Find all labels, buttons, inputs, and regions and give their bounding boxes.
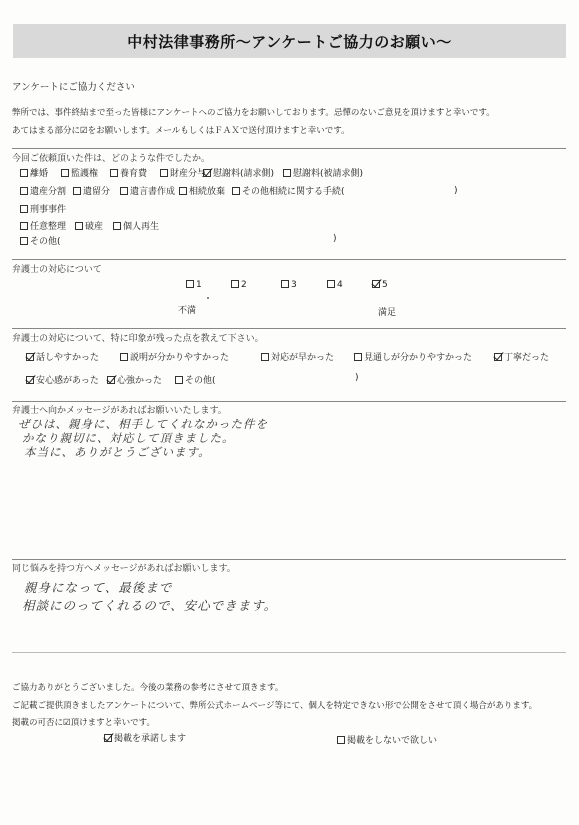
checkbox-option[interactable]: [327, 280, 343, 290]
checkbox[interactable]: [372, 280, 380, 288]
checkbox-option[interactable]: [372, 280, 388, 290]
checkbox[interactable]: [26, 353, 34, 361]
option-label: 慰謝料(被請求側): [293, 169, 364, 179]
rating-low-label: 不満: [178, 306, 197, 316]
checkbox[interactable]: [120, 187, 128, 195]
checkbox[interactable]: [110, 169, 118, 177]
option-label: 見通しが分かりやすかった: [364, 353, 473, 363]
case-type-question: 今回ご依頼頂いた件は、どのような件でしたか。: [12, 154, 211, 164]
checkbox[interactable]: [186, 280, 194, 288]
checkbox-option[interactable]: [281, 280, 297, 290]
checkbox[interactable]: [179, 187, 187, 195]
checkbox[interactable]: [20, 187, 28, 195]
footer-notice: ご記載ご提供頂きましたアンケートについて、弊所公式ホームページ等にて、個人を特定できない形で公開をさせて頂く場合があります。: [12, 701, 538, 711]
handwritten-line: かなり親切に、対応して頂きました。: [22, 431, 235, 445]
checkbox-option[interactable]: [107, 373, 162, 386]
checkbox[interactable]: [75, 222, 83, 230]
divider: [12, 652, 566, 653]
checkbox-option[interactable]: [494, 350, 549, 363]
intro-line-1: 弊所では、事件終結まで至った皆様にアンケートへのご協力をお願いしております。忌憚のないご意見を頂けますと幸いです。: [12, 108, 495, 118]
option-label: 遺産分割: [30, 187, 67, 197]
checkbox[interactable]: [104, 734, 112, 742]
checkbox[interactable]: [261, 353, 269, 361]
divider: [12, 559, 566, 560]
message-others-question: 同じ悩みを持つ方へメッセージがあればお願いします。: [12, 564, 236, 574]
option-label: 養育費: [120, 169, 148, 179]
close-paren: ): [333, 234, 337, 244]
option-label: 刑事事件: [30, 205, 67, 215]
option-label: 破産: [85, 222, 104, 232]
option-label: 対応が早かった: [271, 353, 335, 363]
publish-ok-option[interactable]: [104, 731, 186, 744]
speck: [207, 297, 209, 299]
impressions-question: 弁護士の対応について、特に印象が残った点を教えて下さい。: [12, 334, 264, 344]
option-label: 1: [196, 280, 202, 290]
option-label: 個人再生: [123, 222, 160, 232]
option-label: 相続放棄: [189, 187, 226, 197]
checkbox[interactable]: [327, 280, 335, 288]
checkbox-option[interactable]: [20, 184, 66, 197]
option-label: 4: [337, 280, 343, 290]
checkbox-option[interactable]: [110, 166, 147, 179]
publish-ok-label: 掲載を承諾します: [114, 734, 187, 744]
checkbox-option[interactable]: [231, 280, 247, 290]
intro-line-2: あてはまる部分に☑をお願いします。メールもしくはＦＡＸで送付頂けますと幸いです。: [12, 126, 350, 136]
checkbox[interactable]: [113, 222, 121, 230]
checkbox[interactable]: [281, 280, 289, 288]
checkbox[interactable]: [203, 169, 211, 177]
checkbox[interactable]: [120, 353, 128, 361]
option-label: 離婚: [30, 169, 49, 179]
checkbox-option[interactable]: [20, 234, 61, 247]
option-label: 2: [241, 280, 247, 290]
option-label: 丁寧だった: [504, 353, 550, 363]
checkbox-option[interactable]: [283, 166, 363, 179]
option-label: 遺留分: [83, 187, 111, 197]
checkbox[interactable]: [232, 187, 240, 195]
option-label: 慰謝料(請求側): [213, 169, 275, 179]
handwritten-line: 親身になって、最後まで: [24, 580, 173, 595]
footer-ask: 掲載の可否に☑頂けますと幸いです。: [12, 718, 155, 728]
checkbox[interactable]: [73, 187, 81, 195]
checkbox-option[interactable]: [120, 350, 229, 363]
checkbox-option[interactable]: [354, 350, 472, 363]
divider: [12, 328, 566, 329]
checkbox[interactable]: [20, 205, 28, 213]
checkbox-option[interactable]: [232, 184, 345, 197]
close-paren: ): [454, 186, 458, 196]
checkbox-option[interactable]: [179, 184, 225, 197]
checkbox[interactable]: [20, 237, 28, 245]
option-label: 監護権: [71, 169, 99, 179]
rating-high-label: 満足: [378, 308, 397, 318]
checkbox-option[interactable]: [160, 166, 206, 179]
option-label: 3: [291, 280, 297, 290]
option-label: その他(: [30, 237, 61, 247]
option-label: 安心感があった: [36, 376, 99, 386]
publish-ng-option[interactable]: [337, 733, 437, 746]
close-paren: ): [355, 373, 359, 383]
option-label: 5: [382, 280, 388, 290]
checkbox[interactable]: [26, 376, 34, 384]
checkbox-option[interactable]: [73, 184, 110, 197]
checkbox[interactable]: [354, 353, 362, 361]
handwritten-line: 本当に、ありがとうございます。: [24, 445, 211, 459]
divider: [12, 259, 566, 260]
option-label: 遺言書作成: [130, 187, 176, 197]
checkbox-option[interactable]: [26, 350, 99, 363]
checkbox[interactable]: [337, 736, 345, 744]
checkbox[interactable]: [175, 376, 183, 384]
checkbox-option[interactable]: [26, 373, 99, 386]
checkbox-option[interactable]: [186, 280, 202, 290]
checkbox-option[interactable]: [75, 219, 103, 232]
message-lawyer-question: 弁護士へ向かメッセージがあればお願いいたします。: [12, 406, 227, 416]
page-title: 中村法律事務所〜アンケートご協力のお願い〜: [13, 24, 566, 58]
checkbox[interactable]: [20, 169, 28, 177]
footer-thanks: ご協力ありがとうございました。今後の業務の参考にさせて頂きます。: [12, 683, 284, 693]
publish-ng-label: 掲載をしないで欲しい: [347, 736, 438, 746]
checkbox[interactable]: [283, 169, 291, 177]
checkbox-option[interactable]: [20, 219, 66, 232]
checkbox-option[interactable]: [203, 166, 274, 179]
checkbox-option[interactable]: [20, 202, 66, 215]
checkbox[interactable]: [160, 169, 168, 177]
checkbox-option[interactable]: [175, 373, 216, 386]
checkbox-option[interactable]: [113, 219, 159, 232]
checkbox-option[interactable]: [120, 184, 175, 197]
option-label: 財産分与: [170, 169, 207, 179]
option-label: 説明が分かりやすかった: [130, 353, 230, 363]
checkbox[interactable]: [494, 353, 502, 361]
divider: [12, 401, 566, 402]
intro-heading: アンケートにご協力ください: [12, 82, 135, 93]
option-label: 話しやすかった: [36, 353, 100, 363]
checkbox-option[interactable]: [61, 166, 98, 179]
checkbox-option[interactable]: [20, 166, 48, 179]
checkbox[interactable]: [231, 280, 239, 288]
checkbox-option[interactable]: [261, 350, 334, 363]
option-label: 任意整理: [30, 222, 67, 232]
checkbox[interactable]: [20, 222, 28, 230]
handwritten-line: 相談にのってくれるので、安心できます。: [22, 598, 278, 613]
option-label: その他(: [185, 376, 216, 386]
option-label: 心強かった: [117, 376, 163, 386]
checkbox[interactable]: [61, 169, 69, 177]
rating-question: 弁護士の対応について: [12, 265, 102, 275]
checkbox[interactable]: [107, 376, 115, 384]
handwritten-line: ぜひは、親身に、相手してくれなかった件を: [18, 417, 268, 431]
divider: [12, 148, 566, 149]
option-label: その他相続に関する手続(: [242, 187, 345, 197]
